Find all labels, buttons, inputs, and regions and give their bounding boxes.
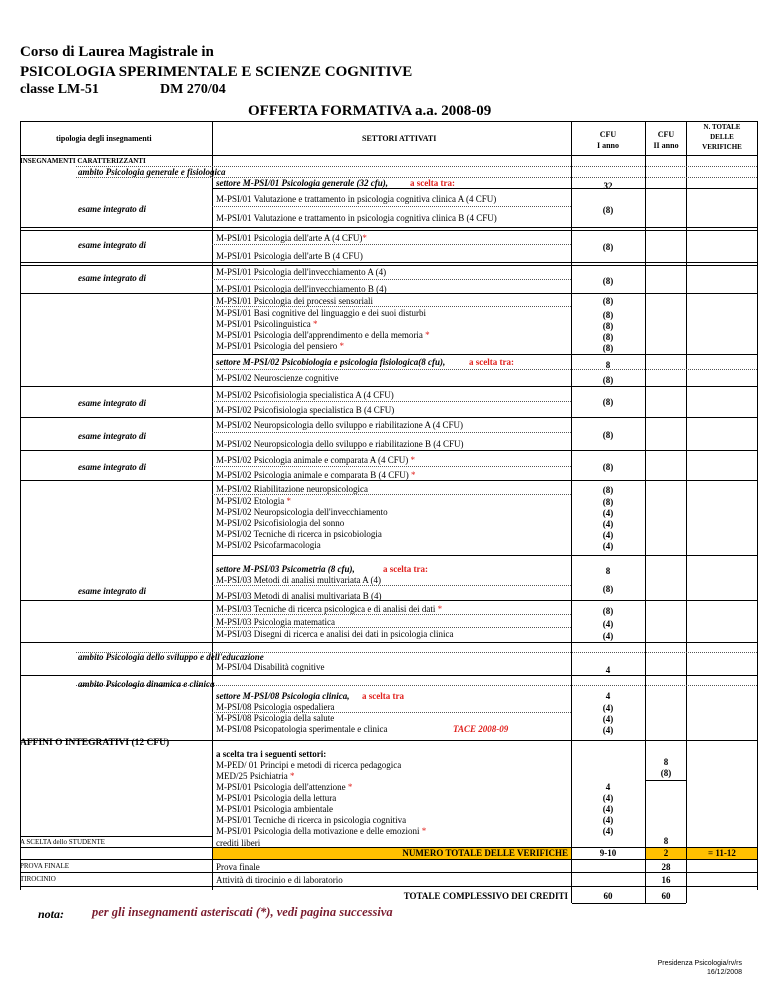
star-mark: *: [410, 455, 415, 465]
star-mark: *: [437, 604, 443, 614]
header-cfu2-a: CFU: [657, 130, 675, 139]
affini-row-7-label: M-PSI/01 Psicologia della motivazione e delle emozioni: [216, 826, 420, 836]
cfu-row-29: (4): [602, 631, 614, 641]
cfu-row-11: (8): [602, 343, 614, 353]
cfu-row-20: (8): [602, 497, 614, 507]
nota-label: nota:: [38, 907, 65, 921]
row-4: M-PSI/01 Psicologia dell'arte B (4 CFU): [216, 251, 363, 261]
row-2: M-PSI/01 Valutazione e trattamento in psicologia cognitiva clinica B (4 CFU): [216, 213, 497, 223]
dotted-rule: [212, 494, 571, 495]
affini-row-6: M-PSI/01 Tecniche di ricerca in psicologia cognitiva: [216, 815, 407, 825]
esame-integrato-1: esame integrato di: [78, 204, 146, 214]
section-scelta-studente: A SCELTA dello STUDENTE: [20, 838, 105, 846]
affini-row-5: M-PSI/01 Psicologia ambientale: [216, 804, 333, 814]
dotted-rule: [212, 206, 571, 207]
header-cfu2-b: II anno: [653, 141, 679, 150]
totale-crediti-1: 60: [603, 891, 613, 901]
rule: [20, 386, 757, 387]
vline: [686, 886, 687, 903]
row-9: [216, 319, 318, 329]
settore-03: settore M-PSI/03 Psicometria (8 cfu),: [216, 564, 355, 574]
row-20: [216, 496, 291, 506]
cfu-affini-3: 4: [605, 782, 611, 792]
title-dm: DM 270/04: [160, 82, 226, 97]
rule: [212, 188, 757, 189]
vline-right: [757, 121, 758, 890]
rule: [20, 227, 757, 228]
dotted-rule: [212, 466, 571, 467]
row-10: [216, 330, 430, 340]
esame-integrato-2: esame integrato di: [78, 240, 146, 250]
row-8: M-PSI/01 Basi cognitive del linguaggio e dei suoi disturbi: [216, 308, 426, 318]
dotted-rule: [212, 306, 571, 307]
cfu-row-21: (4): [602, 508, 614, 518]
vline: [645, 886, 646, 903]
row-31: M-PSI/08 Psicologia ospedaliera: [216, 702, 335, 712]
row-28: M-PSI/03 Psicologia matematica: [216, 617, 335, 627]
affini-row-3-label: M-PSI/01 Psicologia dell'attenzione: [216, 782, 346, 792]
header-settori: SETTORI ATTIVATI: [362, 134, 437, 143]
row-6: M-PSI/01 Psicologia dell'invecchiamento B (4): [216, 284, 387, 294]
title-offerta: OFFERTA FORMATIVA a.a. 2008-09: [248, 103, 492, 119]
rule: [20, 859, 757, 860]
esame-integrato-6: esame integrato di: [78, 462, 146, 472]
rule: [212, 354, 757, 355]
settore-01-scelta: a scelta tra:: [410, 178, 455, 188]
row-7: M-PSI/01 Psicologia dei processi sensoriali: [216, 296, 373, 306]
cfu-row-32: (4): [602, 714, 614, 724]
cfu2-prova-finale: 28: [661, 862, 671, 872]
rule-header: [20, 155, 757, 156]
dotted-rule: [212, 279, 571, 280]
affini-intro: a scelta tra i seguenti settori:: [216, 749, 327, 759]
rule: [20, 886, 757, 887]
totale-verifiche-3: = 11-12: [708, 848, 736, 858]
cfu-esame-2: (8): [602, 242, 614, 252]
totale-crediti-label: TOTALE COMPLESSIVO DEI CREDITI: [403, 891, 568, 901]
star-mark: *: [290, 771, 295, 781]
row-24: M-PSI/02 Psicofarmacologia: [216, 540, 321, 550]
cfu-affini-6: (4): [602, 815, 614, 825]
totale-verifiche-label: NUMERO TOTALE DELLE VERIFICHE: [402, 848, 568, 858]
cfu2-affini-1: 8: [663, 757, 669, 767]
row-19: M-PSI/02 Riabilitazione neuropsicologica: [216, 484, 368, 494]
rule: [212, 555, 757, 556]
footer-line2: 16/12/2008: [706, 969, 742, 976]
row-3: [216, 233, 367, 243]
cfu-affini-7: (4): [602, 826, 614, 836]
affini-row-2: [216, 771, 295, 781]
section-caratterizzanti: INSEGNAMENTI CARATTERIZZANTI: [20, 157, 146, 165]
star-mark: *: [286, 496, 292, 506]
esame-integrato-3: esame integrato di: [78, 273, 146, 283]
affini-row-4: M-PSI/01 Psicologia della lettura: [216, 793, 337, 803]
cfu-row-10: (8): [602, 332, 614, 342]
row-16: M-PSI/02 Neuropsicologia dello sviluppo e riabilitazione B (4 CFU): [216, 439, 464, 449]
dotted-rule: [212, 614, 571, 615]
rule-top: [20, 121, 757, 122]
row-33: M-PSI/08 Psicopatologia sperimentale e clinica: [216, 724, 388, 734]
row-14: M-PSI/02 Psicofisiologia specialistica B (4 CFU): [216, 405, 395, 415]
settore-02-scelta: a scelta tra:: [469, 357, 514, 367]
row-32: M-PSI/08 Psicologia della salute: [216, 713, 335, 723]
star-mark: *: [421, 826, 427, 836]
dotted-rule: [212, 432, 571, 433]
row-tirocinio: Attività di tirocinio e di laboratorio: [216, 875, 343, 885]
star-mark: *: [362, 233, 367, 243]
esame-integrato-4: esame integrato di: [78, 398, 146, 408]
rule: [20, 642, 757, 643]
row-1: M-PSI/01 Valutazione e trattamento in psicologia cognitiva clinica A (4 CFU): [216, 194, 497, 204]
row-3-label: M-PSI/01 Psicologia dell'arte A (4 CFU): [216, 233, 363, 243]
header-tipologia: tipologia degli insegnamenti: [56, 134, 152, 143]
cfu-row-9: (8): [602, 321, 614, 331]
cfu-row-7: (8): [602, 296, 614, 306]
affini-row-2-label: MED/25 Psichiatria: [216, 771, 288, 781]
row-12: M-PSI/02 Neuroscienze cognitive: [216, 373, 339, 383]
dotted-rule: [212, 244, 571, 245]
rule: [20, 230, 757, 231]
affini-row-8: crediti liberi: [216, 838, 261, 848]
settore-03-scelta: a scelta tra:: [383, 564, 428, 574]
settore-08-scelta: a scelta tra: [362, 691, 404, 701]
rule: [572, 903, 686, 904]
rule: [20, 675, 757, 676]
cfu-row-8: (8): [602, 310, 614, 320]
cfu2-tirocinio: 16: [661, 875, 671, 885]
cfu-affini-4: (4): [602, 793, 614, 803]
rule: [20, 293, 757, 294]
affini-row-3: [216, 782, 352, 792]
row-20-label: M-PSI/02 Etologia: [216, 496, 285, 506]
dotted-rule: [212, 627, 571, 628]
cfu-esame-7: (8): [602, 584, 614, 594]
row-27: [216, 604, 442, 614]
row-23: M-PSI/02 Tecniche di ricerca in psicobiologia: [216, 529, 382, 539]
row-18-label: M-PSI/02 Psicologia animale e comparata B (4 CFU): [216, 470, 409, 480]
title-classe: classe LM-51: [20, 82, 99, 97]
totale-crediti-2: 60: [661, 891, 671, 901]
vline-tot: [686, 121, 687, 890]
row-5: M-PSI/01 Psicologia dell'invecchiamento A (4): [216, 267, 387, 277]
cfu-settore-03: 8: [605, 566, 611, 576]
rule: [20, 265, 757, 266]
row-prova-finale: Prova finale: [216, 862, 260, 872]
row-27-label: M-PSI/03 Tecniche di ricerca psicologica e di analisi dei dati: [216, 604, 436, 614]
title-line1: Corso di Laurea Magistrale in: [20, 44, 214, 60]
row-11-label: M-PSI/01 Psicologia del pensiero: [216, 341, 338, 351]
cfu-esame-3: (8): [602, 276, 614, 286]
header-tot-c: VERIFICHE: [702, 143, 742, 151]
affini-row-7: [216, 826, 426, 836]
esame-integrato-7: esame integrato di: [78, 586, 146, 596]
vline-left: [20, 121, 21, 890]
ambito-generale: ambito Psicologia generale e fisiologica: [78, 167, 226, 177]
dotted-rule: [212, 369, 757, 370]
totale-verifiche-2: 2: [663, 848, 669, 858]
cfu2-affini-2: (8): [660, 768, 672, 778]
cfu-settore-02: 8: [605, 360, 611, 370]
settore-01: settore M-PSI/01 Psicologia generale (32 cfu),: [216, 178, 388, 188]
row-13: M-PSI/02 Psicofisiologia specialistica A (4 CFU): [216, 390, 394, 400]
row-26: M-PSI/03 Metodi di analisi multivariata B (4): [216, 591, 382, 601]
settore-08: settore M-PSI/08 Psicologia clinica,: [216, 691, 350, 701]
row-18: [216, 470, 415, 480]
totale-verifiche-1: 9-10: [599, 848, 617, 858]
cfu-row-22: (4): [602, 519, 614, 529]
rule: [20, 872, 757, 873]
cfu-esame-5: (8): [602, 430, 614, 440]
rule: [20, 417, 757, 418]
cfu-row-19: (8): [602, 485, 614, 495]
row-30: M-PSI/04 Disabilità cognitive: [216, 662, 325, 672]
affini-row-1: M-PED/ 01 Principi e metodi di ricerca pedagogica: [216, 760, 402, 770]
dotted-rule: [212, 585, 571, 586]
row-17-label: M-PSI/02 Psicologia animale e comparata A (4 CFU): [216, 455, 409, 465]
star-mark: *: [313, 319, 318, 329]
cfu-esame-1: (8): [602, 205, 614, 215]
row-22: M-PSI/02 Psicofisiologia del sonno: [216, 518, 345, 528]
rule: [20, 836, 212, 837]
cfu-row-23: (4): [602, 530, 614, 540]
footer-line1: Presidenza Psicologia/rv/rs: [657, 960, 742, 967]
cfu-settore-08: 4: [605, 691, 611, 701]
cfu2-crediti-liberi: 8: [663, 836, 669, 846]
cfu-row-24: (4): [602, 541, 614, 551]
cfu-row-28: (4): [602, 619, 614, 629]
star-mark: *: [339, 341, 344, 351]
cfu-row-12: (8): [602, 375, 614, 385]
row-29: M-PSI/03 Disegni di ricerca e analisi dei dati in psicologia clinica: [216, 629, 454, 639]
star-mark: *: [347, 782, 353, 792]
rule: [20, 262, 757, 263]
cfu-row-30: 4: [605, 665, 611, 675]
star-mark: *: [410, 470, 416, 480]
settore-02: settore M-PSI/02 Psicobiologia e psicologia fisiologica(8 cfu),: [216, 357, 446, 367]
header-tot-b: DELLE: [710, 133, 734, 141]
esame-integrato-5: esame integrato di: [78, 431, 146, 441]
star-mark: *: [425, 330, 430, 340]
row-15: M-PSI/02 Neuropsicologia dello sviluppo e riabilitazione A (4 CFU): [216, 420, 463, 430]
header-tot-a: N. TOTALE: [703, 123, 741, 131]
vline: [571, 886, 572, 903]
cfu-esame-6: (8): [602, 462, 614, 472]
section-prova-finale: PROVA FINALE: [20, 862, 70, 870]
title-line2: PSICOLOGIA SPERIMENTALE E SCIENZE COGNITIVE: [20, 64, 413, 80]
nota-text: per gli insegnamenti asteriscati (*), vedi pagina successiva: [92, 905, 393, 919]
cfu-affini-5: (4): [602, 804, 614, 814]
rule: [20, 480, 757, 481]
header-cfu1-b: I anno: [596, 141, 619, 150]
cfu-row-27: (8): [602, 606, 614, 616]
rule: [20, 450, 757, 451]
cfu-settore-01: 32: [603, 181, 613, 191]
row-11: [216, 341, 344, 351]
row-25: M-PSI/03 Metodi di analisi multivariata A (4): [216, 575, 381, 585]
tace-label: TACE 2008-09: [453, 724, 509, 734]
rule: [645, 780, 686, 781]
vline-settori: [212, 121, 213, 890]
row-17: [216, 455, 415, 465]
ambito-dinamica: ambito Psicologia dinamica e clinica: [78, 679, 215, 689]
rule: [20, 600, 757, 601]
row-9-label: M-PSI/01 Psicolinguistica: [216, 319, 311, 329]
cfu-row-31: (4): [602, 703, 614, 713]
section-tirocinio: TIROCINIO: [20, 875, 56, 883]
row-10-label: M-PSI/01 Psicologia dell'apprendimento e della memoria: [216, 330, 423, 340]
cfu-row-33: (4): [602, 725, 614, 735]
section-affini: AFFINI O INTEGRATIVI (12 CFU): [20, 738, 170, 748]
row-21: M-PSI/02 Neuropsicologia dell'invecchiamento: [216, 507, 388, 517]
ambito-sviluppo: ambito Psicologia dello sviluppo e dell'educazione: [78, 652, 264, 662]
cfu-esame-4: (8): [602, 397, 614, 407]
dotted-rule: [212, 401, 571, 402]
header-cfu1-a: CFU: [599, 130, 617, 139]
